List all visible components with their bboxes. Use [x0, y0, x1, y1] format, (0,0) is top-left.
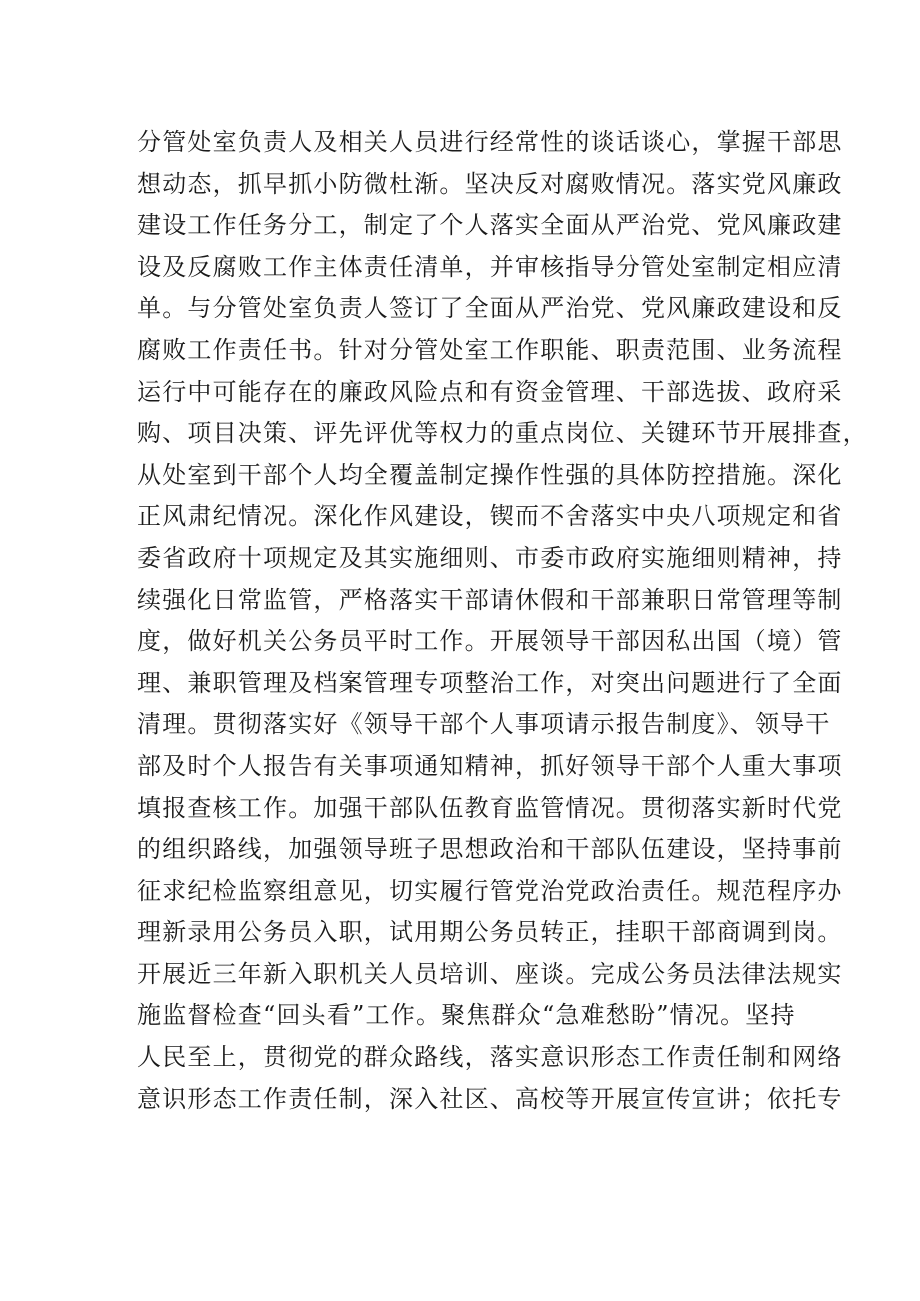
text-line: 开展近三年新入职机关人员培训、座谈。完成公务员法律法规实 — [137, 959, 843, 988]
text-line: 清理。贯彻落实好《领导干部个人事项请示报告制度》、领导干 — [137, 710, 831, 739]
text-line: 人民至上，贯彻党的群众路线，落实意识形态工作责任制和网络 — [137, 1043, 843, 1072]
text-line: 设及反腐败工作主体责任清单，并审核指导分管处室制定相应清 — [137, 252, 843, 281]
text-line: 建设工作任务分工，制定了个人落实全面从严治党、党风廉政建 — [137, 211, 843, 240]
text-line: 正风肃纪情况。深化作风建设，锲而不舍落实中央八项规定和省 — [137, 502, 843, 531]
text-line: 施监督检查“回头看”工作。聚焦群众“急难愁盼”情况。坚持 — [137, 1001, 796, 1030]
text-line: 征求纪检监察组意见，切实履行管党治党政治责任。规范程序办 — [137, 876, 843, 905]
text-line: 的组织路线，加强领导班子思想政治和干部队伍建设，坚持事前 — [137, 835, 843, 864]
body-paragraph — [137, 122, 868, 1120]
text-line: 度，做好机关公务员平时工作。开展领导干部因私出国（境）管 — [137, 627, 843, 656]
text-line: 理、兼职管理及档案管理专项整治工作，对突出问题进行了全面 — [137, 668, 843, 697]
text-line: 续强化日常监管，严格落实干部请休假和干部兼职日常管理等制 — [137, 585, 843, 614]
text-line: 部及时个人报告有关事项通知精神，抓好领导干部个人重大事项 — [137, 751, 843, 780]
text-line: 分管处室负责人及相关人员进行经常性的谈话谈心，掌握干部思 — [137, 128, 843, 156]
text-line: 理新录用公务员入职，试用期公务员转正，挂职干部商调到岗。 — [137, 918, 843, 947]
text-line: 腐败工作责任书。针对分管处室工作职能、职责范围、业务流程 — [137, 335, 843, 364]
text-line: 想动态，抓早抓小防微杜渐。坚决反对腐败情况。落实党风廉政 — [137, 169, 843, 198]
text-line: 意识形态工作责任制，深入社区、高校等开展宣传宣讲；依托专 — [137, 1084, 843, 1113]
text-line: 填报查核工作。加强干部队伍教育监管情况。贯彻落实新时代党 — [137, 793, 843, 822]
text-line: 单。与分管处室负责人签订了全面从严治党、党风廉政建设和反 — [137, 294, 843, 323]
text-line: 从处室到干部个人均全覆盖制定操作性强的具体防控措施。深化 — [137, 460, 843, 489]
text-line: 委省政府十项规定及其实施细则、市委市政府实施细则精神，持 — [137, 543, 843, 572]
text-line: 运行中可能存在的廉政风险点和有资金管理、干部选拔、政府采 — [137, 377, 843, 406]
text-line: 购、项目决策、评先评优等权力的重点岗位、关键环节开展排查， — [137, 419, 868, 448]
